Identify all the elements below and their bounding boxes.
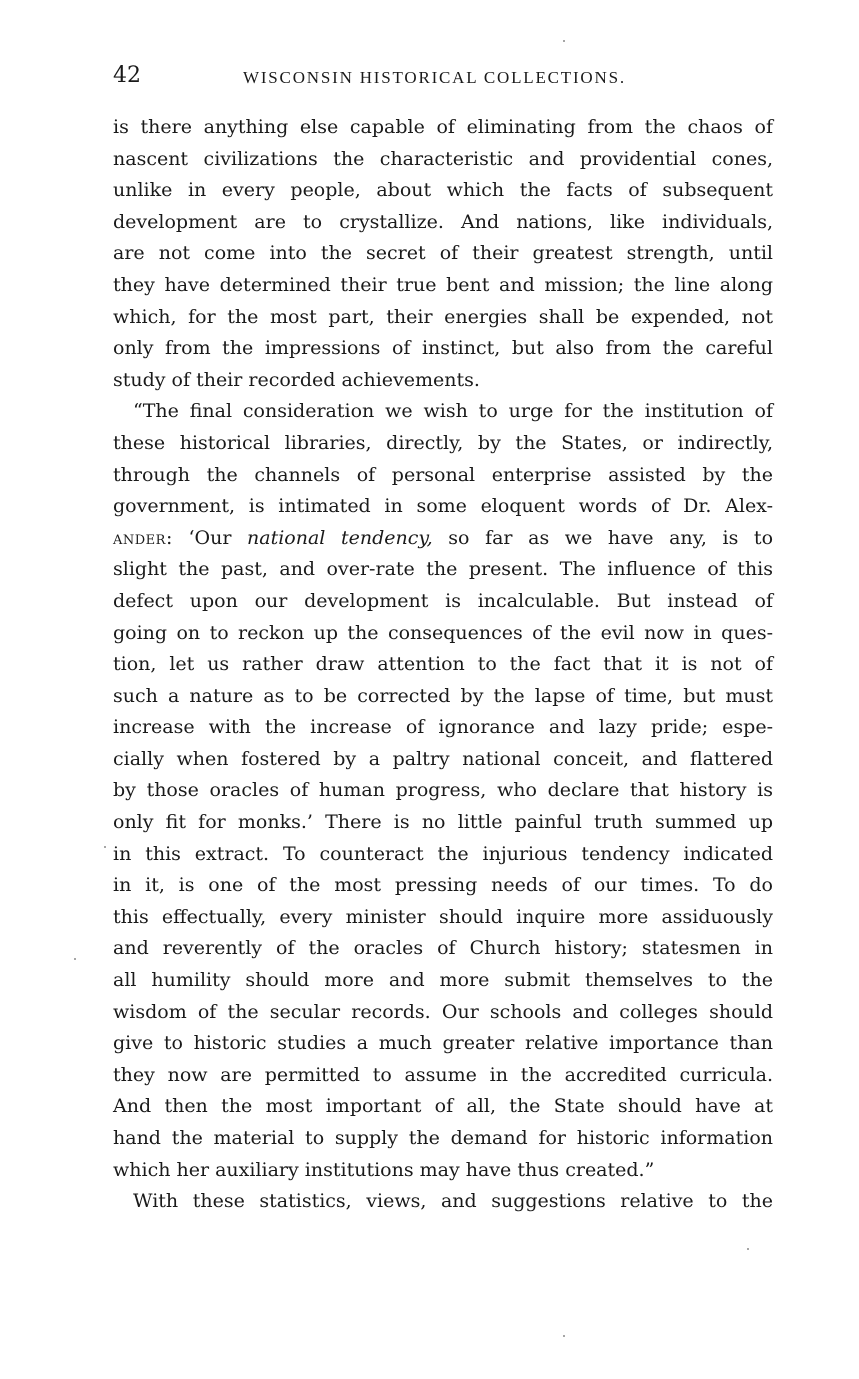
- text-line: through the channels of personal enterprise assisted by the: [113, 463, 773, 486]
- scan-speck: [104, 846, 106, 848]
- text-fragment: ‘Our: [172, 526, 248, 549]
- text-line: by those oracles of human progress, who declare that history is: [113, 779, 773, 802]
- text-line: in this extract. To counteract the injurious tendency indicated: [113, 842, 773, 865]
- text-line: tion, let us rather draw attention to the fact that it is not of: [113, 653, 773, 676]
- text-line: and reverently of the oracles of Church history; statesmen in: [113, 937, 773, 960]
- paragraph-3: [113, 1186, 773, 1218]
- text-line: increase with the increase of ignorance and lazy pride; espe-: [113, 716, 773, 739]
- text-line: such a nature as to be corrected by the lapse of time, but must: [113, 684, 773, 707]
- paragraph-2: [113, 396, 773, 1186]
- text-line: these historical libraries, directly, by the States, or indirectly,: [113, 431, 773, 454]
- text-line: unlike in every people, about which the facts of subsequent: [113, 179, 773, 202]
- text-line: this effectually, every minister should inquire more assiduously: [113, 905, 773, 928]
- text-line: are not come into the secret of their greatest strength, until: [113, 242, 773, 265]
- page-header: [113, 62, 773, 98]
- scan-speck: [563, 1335, 565, 1337]
- text-line: in it, is one of the most pressing needs of our times. To do: [113, 874, 773, 897]
- text-line-mixed: [113, 523, 773, 555]
- text-line: wisdom of the secular records. Our schools and colleges should: [113, 1000, 773, 1023]
- text-line: only from the impressions of instinct, but also from the careful: [113, 337, 773, 360]
- text-line-content: government, is intimated in some eloquent words of Dr. Alex-: [113, 495, 773, 518]
- scan-speck: [563, 40, 565, 42]
- text-line: they have determined their true bent and mission; the line along: [113, 273, 773, 296]
- text-line: hand the material to supply the demand for historic information: [113, 1127, 773, 1149]
- text-line: which her auxiliary institutions may have thus created.”: [113, 1158, 655, 1181]
- text-fragment: so far as we have any, is to: [432, 526, 774, 549]
- text-line: nascent civilizations the characteristic and providential cones,: [113, 147, 773, 170]
- text-line: slight the past, and over-rate the present. The influence of this: [113, 558, 773, 581]
- scan-speck: [74, 958, 76, 960]
- text-line: “The final consideration we wish to urge for the institution of: [133, 400, 773, 423]
- running-title: WISCONSIN HISTORICAL COLLECTIONS.: [243, 68, 626, 87]
- text-line: they now are permitted to assume in the accredited curricula.: [113, 1063, 773, 1086]
- text-line: all humility should more and more submit themselves to the: [113, 969, 773, 992]
- text-line: give to historic studies a much greater relative importance than: [113, 1032, 773, 1055]
- text-line: And then the most important of all, the State should have at: [113, 1095, 773, 1118]
- text-line: which, for the most part, their energies shall be expended, not: [113, 305, 773, 328]
- paragraph-1: [113, 112, 773, 396]
- text-line: development are to crystallize. And nations, like individuals,: [113, 210, 773, 233]
- text-line: cially when fostered by a paltry national conceit, and flattered: [113, 747, 773, 770]
- text-line: going on to reckon up the consequences of the evil now in ques-: [113, 621, 773, 644]
- body-text: [113, 112, 773, 1218]
- text-line: [113, 491, 773, 523]
- text-line: study of their recorded achievements.: [113, 368, 480, 391]
- text-line: is there anything else capable of eliminating from the chaos of: [113, 116, 773, 138]
- text-line: With these statistics, views, and suggestions relative to the: [133, 1190, 773, 1213]
- author-name: ander:: [113, 526, 173, 549]
- text-line: only fit for monks.’ There is no little painful truth summed up: [113, 811, 773, 834]
- text-line: defect upon our development is incalculable. But instead of: [113, 589, 773, 612]
- scan-speck: [747, 1248, 749, 1250]
- page-number: 42: [113, 63, 141, 88]
- italic-phrase: national tendency,: [247, 526, 433, 549]
